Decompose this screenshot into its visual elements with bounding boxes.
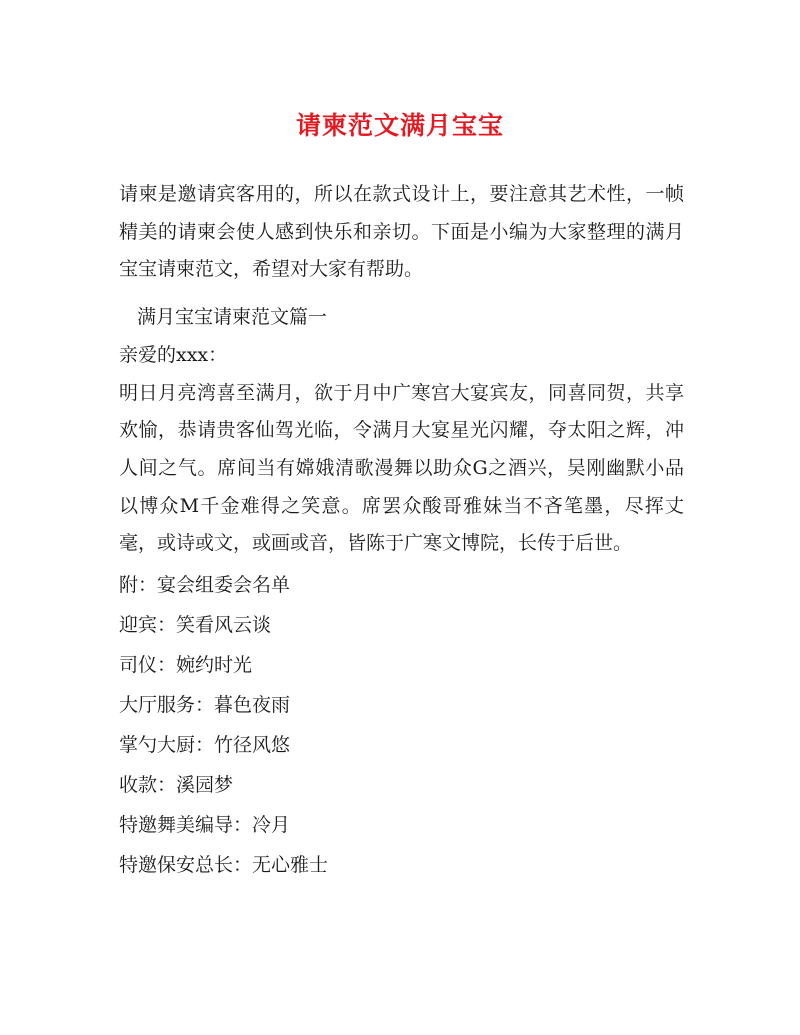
committee-item: 迎宾：笑看风云谈 [119,613,272,636]
intro-paragraph: 请柬是邀请宾客用的，所以在款式设计上，要注意其艺术性，一帧精美的请柬会使人感到快乐和亲切。下面是小编为大家整理的满月宝宝请柬范文，希望对大家有帮助。 [119,183,684,281]
section-heading: 满月宝宝请柬范文篇一 [137,305,328,328]
committee-item: 司仪：婉约时光 [119,653,253,676]
committee-item: 掌勺大厨：竹径风悠 [119,733,291,756]
committee-list-heading: 附：宴会组委会名单 [119,573,291,596]
letter-body-paragraph: 明日月亮湾喜至满月，欲于月中广寒宫大宴宾友，同喜同贺，共享欢愉，恭请贵客仙驾光临，令满月大宴星光闪耀，夺太阳之辉，冲人间之气。席间当有嫦娥清歌漫舞以助众G之酒兴，吴刚幽默小品以博众M千金难得之笑意。席罢众酸哥雅妹当不吝笔墨，尽挥丈毫，或诗或文，或画或音，皆陈于广寒文博院，长传于后世。 [119,381,684,555]
committee-item: 收款：溪园梦 [119,773,234,796]
committee-item: 大厅服务：暮色夜雨 [119,693,291,716]
committee-item: 特邀舞美编导：冷月 [119,813,291,836]
document-body [119,176,684,885]
committee-list [119,605,684,885]
committee-item: 特邀保安总长：无心雅士 [119,853,329,876]
document-title: 请柬范文满月宝宝 [295,111,504,140]
salutation: 亲爱的xxx： [119,343,228,366]
